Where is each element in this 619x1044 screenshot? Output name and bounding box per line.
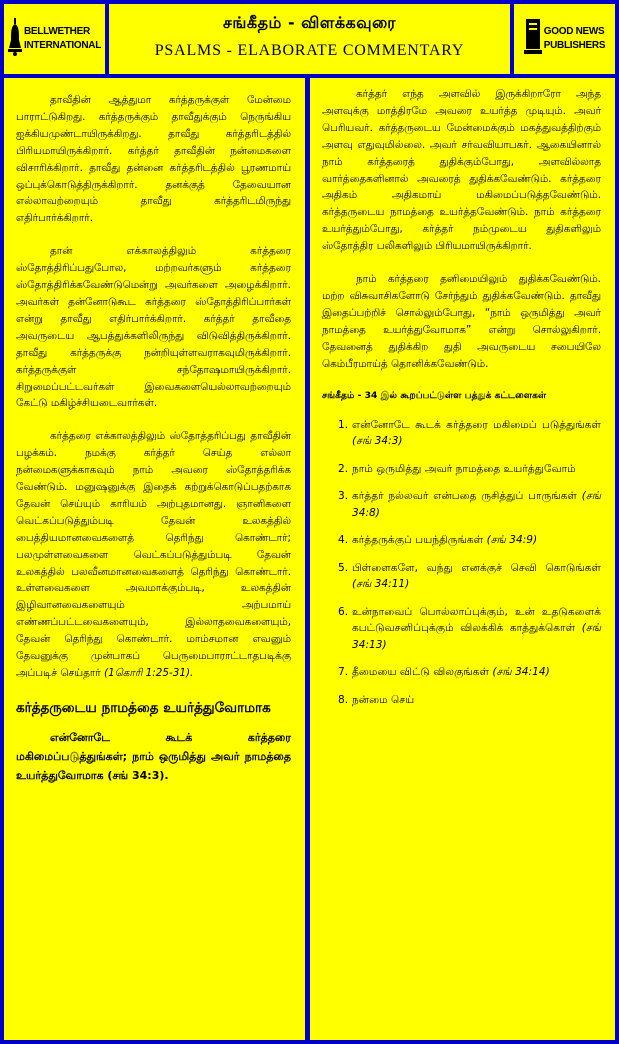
list-item: 1. என்னோடே கூடக் கர்த்தரை மகிமைப் படுத்துங்கள் (சங் 34:3): [338, 418, 601, 447]
list-item: 5. பிள்ளைகளே, வந்து எனக்குச் செவி கொடுங்கள் (சங் 34:11): [338, 561, 601, 590]
section-heading: கர்த்தருடைய நாமத்தை உயர்த்துவோமாக: [16, 699, 271, 716]
paragraph: கர்த்தரை எக்காலத்திலும் ஸ்தோத்தரிப்பது தாவீதின் பழக்கம். நமக்கு கர்த்தர் செய்த எல்லா நன்மைகளுக்காகவும் நாம் அவரை ஸ்தோத்தரிக்க வேண்டும். மனுஷனுக்கு இதைக் கற்றுக்கொடுப்பதற்காக தேவன் செய்யும் காரியம் அற்புதமானது. ஞானிகளை வெட்கப்படுத்தும்படி தேவன் உலகத்தில் பைத்தியமானவைகளைத் தெரிந்து கொண்டார்; பலமுள்ளவைகளை வெட்கப்படுத்தும்படி தேவன் உலகத்தில் பலவீனமானவைகளைத் தெரிந்து கொண்டார். உள்ளவைகளை அவமாக்கும்படி, உலகத்தின் இழிவானவைகளையும் அற்பமாய் எண்ணப்பட்டவைகளையும், இல்லாதவைகளையும், தேவன் தெரிந்து கொண்டார். மாம்சமான எவனும் தேவனுக்கு முன்பாகப் பெருமைபாராட்டாதபடிக்கு அப்படிச் செய்தார் (1கொரி 1:25-31).: [16, 430, 291, 679]
left-column: [4, 78, 305, 1040]
list-item: 2. நாம் ஒருமித்து அவர் நாமத்தை உயர்த்துவோம்: [338, 462, 576, 475]
paragraph: கர்த்தர் எந்த அளவில் இருக்கிறாரோ அந்த அளவுக்கு மாத்திரமே அவரை உயர்த்த முடியும். அவர் பெரியவர். கர்த்தருடைய மேன்மைக்கும் மகத்துவத்திற்கும் அளவு எதுவுமில்லை. அவர் சர்வவியாபகர். ஆகையினால் நாம் கர்த்தரைத் துதிக்கும்போது, அளவில்லாத வார்த்தைகளினால் அவரைத் துதிக்கவேண்டும். கர்த்தரை அதிகம் அதிகமாய் மகிமைப்படுத்தவேண்டும். கர்த்தருடைய நாமத்தை உயர்த்தவேண்டும். நாம் கர்த்தரை உயர்த்தும்போது, கர்த்தர் நம்முடைய துதிகளிலும் ஸ்தோத்திர பலிகளிலும் பிரியமாயிருக்கிறார்.: [322, 88, 601, 253]
logo-line-1: BELLWETHER: [23, 26, 90, 37]
commandments-list-title: சங்கீதம் - 34 இல் கூறப்பட்டுள்ள பத்துக் கட்டளைகள்: [322, 389, 547, 401]
paragraph: தாவீதின் ஆத்துமா கர்த்தருக்குள் மேன்மை பாராட்டுகிறது. கர்த்தருக்கும் தாவீதுக்கும் நெருங்கிய ஐக்கியமுண்டாயிருக்கிறது. தாவீது கர்த்தரிடத்தில் பிரியமாயிருக்கிறார். கர்த்தர் தாவீதின் நன்மைகளை விசாரிக்கிறார். தாவீது தன்னை கர்த்தரிடத்தில் பூரணமாய் ஒப்புக்கொடுத்திருக்கிறார். தனக்குத் தேவையான எல்லாவற்றையும் தாவீது கர்த்தரிடமிருந்து எதிர்பார்க்கிறார்.: [16, 94, 291, 225]
good-news-publishers-logo: [514, 4, 615, 74]
bell-icon: [8, 18, 22, 60]
page-title-box: [109, 4, 510, 74]
bellwether-logo: [4, 4, 105, 74]
key-verse: என்னோடே கூடக் கர்த்தரை மகிமைப்படுத்துங்கள்; நாம் ஒருமித்து அவர் நாமத்தை உயர்த்துவோமாக (சங் 34:3).: [16, 730, 291, 782]
paragraph: தான் எக்காலத்திலும் கர்த்தரை ஸ்தோத்திரிப்பதுபோல, மற்றவர்களும் கர்த்தரை ஸ்தோத்திரிக்கவேண்டுமென்று அவர்களை அழைக்கிறார். அவர்கள் தன்னோடுகூட கர்த்தரை ஸ்தோத்திரிப்பார்கள் என்று தாவீது எதிர்பார்க்கிறார். கர்த்தர் தாவீதை அவருடைய ஆபத்துக்களிலிருந்து விடுவித்திருக்கிறார். தாவீது கர்த்தருக்கு நன்றியுள்ளவராகவுமிருக்கிறார். கர்த்தருக்குள் சந்தோஷமாயிருக்கிறார். சிறுமைப்பட்டவர்கள் இவைகளையெல்லாவற்றையும் கேட்டு மகிழ்ச்சியடைவார்கள்.: [16, 245, 291, 410]
list-item: 7. தீமையை விட்டு விலகுங்கள் (சங் 34:14): [338, 666, 550, 678]
logo-line-2: INTERNATIONAL: [23, 40, 102, 51]
logo-line-2: PUBLISHERS: [543, 40, 606, 51]
list-item: 8. நன்மை செய்: [338, 693, 415, 706]
list-item: 3. கர்த்தர் நல்லவர் என்பதை ருசித்துப் பாருங்கள் (சங் 34:8): [338, 490, 601, 519]
list-item: 6. உன்நாவைப் பொல்லாப்புக்கும், உன் உதடுகளைக் கபட்டுவசனிப்புக்கும் விலக்கிக் காத்துக்கொள் (சங் 34:13): [338, 605, 602, 651]
paragraph: நாம் கர்த்தரை தனிமையிலும் துதிக்கவேண்டும். மற்ற விசுவாசிகளோடு சேர்ந்தும் துதிக்கவேண்டும். தாவீது இதைப்பற்றிச் சொல்லும்போது, “நாம் ஒருமித்து அவர் நாமத்தை உயர்த்துவோமாக” என்று சொல்லுகிறார். தேவனைத் துதிக்கிற துதி அவருடைய சபையிலே கெம்பீரமாய்த் தொனிக்கவேண்டும்.: [322, 273, 601, 370]
logo-line-1: GOOD NEWS: [543, 26, 605, 37]
page-title-english: PSALMS - ELABORATE COMMENTARY: [154, 42, 465, 59]
book-icon: [524, 19, 542, 59]
scripture-reference: (1கொரி 1:25-31).: [104, 667, 194, 679]
right-column: [310, 78, 615, 1040]
page-title-tamil: சங்கீதம் - விளக்கவுரை: [222, 13, 396, 32]
list-item: 4. கர்த்தருக்குப் பயந்திருங்கள் (சங் 34:9): [338, 534, 538, 546]
commandments-list: [322, 417, 601, 709]
